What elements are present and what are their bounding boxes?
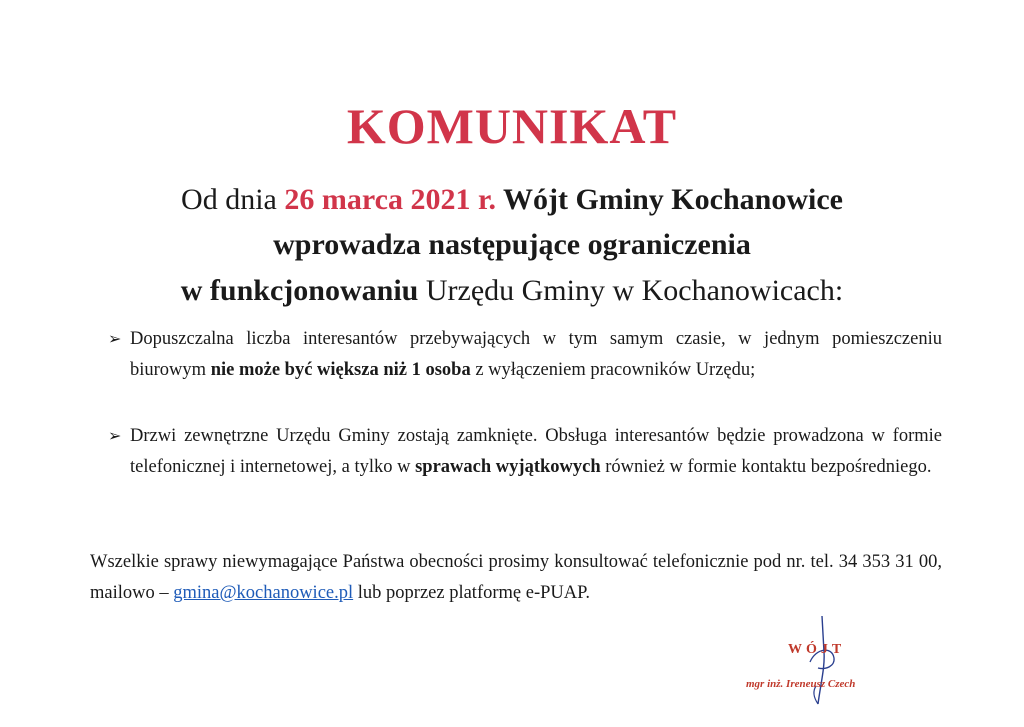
- heading-line-1-suffix: Wójt Gminy Kochanowice: [496, 183, 843, 216]
- stamp-name: mgr inż. Ireneusz Czech: [746, 678, 856, 690]
- stamp-title: WÓJT: [788, 642, 846, 657]
- bullet-item: [108, 324, 942, 386]
- heading-line-2: wprowadza następujące ograniczenia: [273, 228, 751, 261]
- heading-line-1: [0, 180, 1024, 220]
- bullet-text: [130, 421, 942, 483]
- heading-line-3-bold: w funkcjonowaniu: [180, 274, 419, 307]
- document-title: KOMUNIKAT: [346, 98, 678, 154]
- bullet-text-after: również w formie kontaktu bezpośredniego.: [600, 457, 932, 477]
- bullet-text: [130, 324, 942, 386]
- bullet-text-before: Dopuszczalna liczba interesantów przebywających w tym samym czasie, w jednym pomieszczeniu biurowym: [130, 329, 942, 380]
- heading-line-1-prefix: Od dnia: [181, 183, 285, 216]
- heading-line-3: [0, 271, 1024, 311]
- bullet-text-bold: nie może być większa niż 1 osoba: [210, 360, 471, 380]
- bullet-text-after: z wyłączeniem pracowników Urzędu;: [470, 360, 756, 380]
- bullet-item: [108, 421, 942, 483]
- email-link[interactable]: gmina@kochanowice.pl: [173, 583, 354, 603]
- bullet-arrow-icon: ➢: [108, 331, 122, 348]
- footer-text-after: lub poprzez platformę e-PUAP.: [353, 583, 590, 603]
- bullet-text-bold: sprawach wyjątkowych: [415, 457, 601, 477]
- signature-stamp: [728, 612, 898, 712]
- footer-text-before: Wszelkie sprawy niewymagające Państwa obecności prosimy konsultować telefonicznie pod nr. tel. 34 353 31 00, mailowo –: [90, 552, 942, 603]
- handwritten-signature-icon: [788, 612, 858, 712]
- bullet-text-before: Drzwi zewnętrzne Urzędu Gminy zostają zamknięte. Obsługa interesantów będzie prowadzona w formie telefonicznej i internetowej, a tylko w: [130, 426, 942, 477]
- heading-date: 26 marca 2021 r.: [284, 183, 497, 216]
- footer-paragraph: [90, 547, 942, 609]
- bullet-arrow-icon: ➢: [108, 428, 122, 445]
- heading-line-3-rest: Urzędu Gminy w Kochanowicach:: [418, 274, 844, 307]
